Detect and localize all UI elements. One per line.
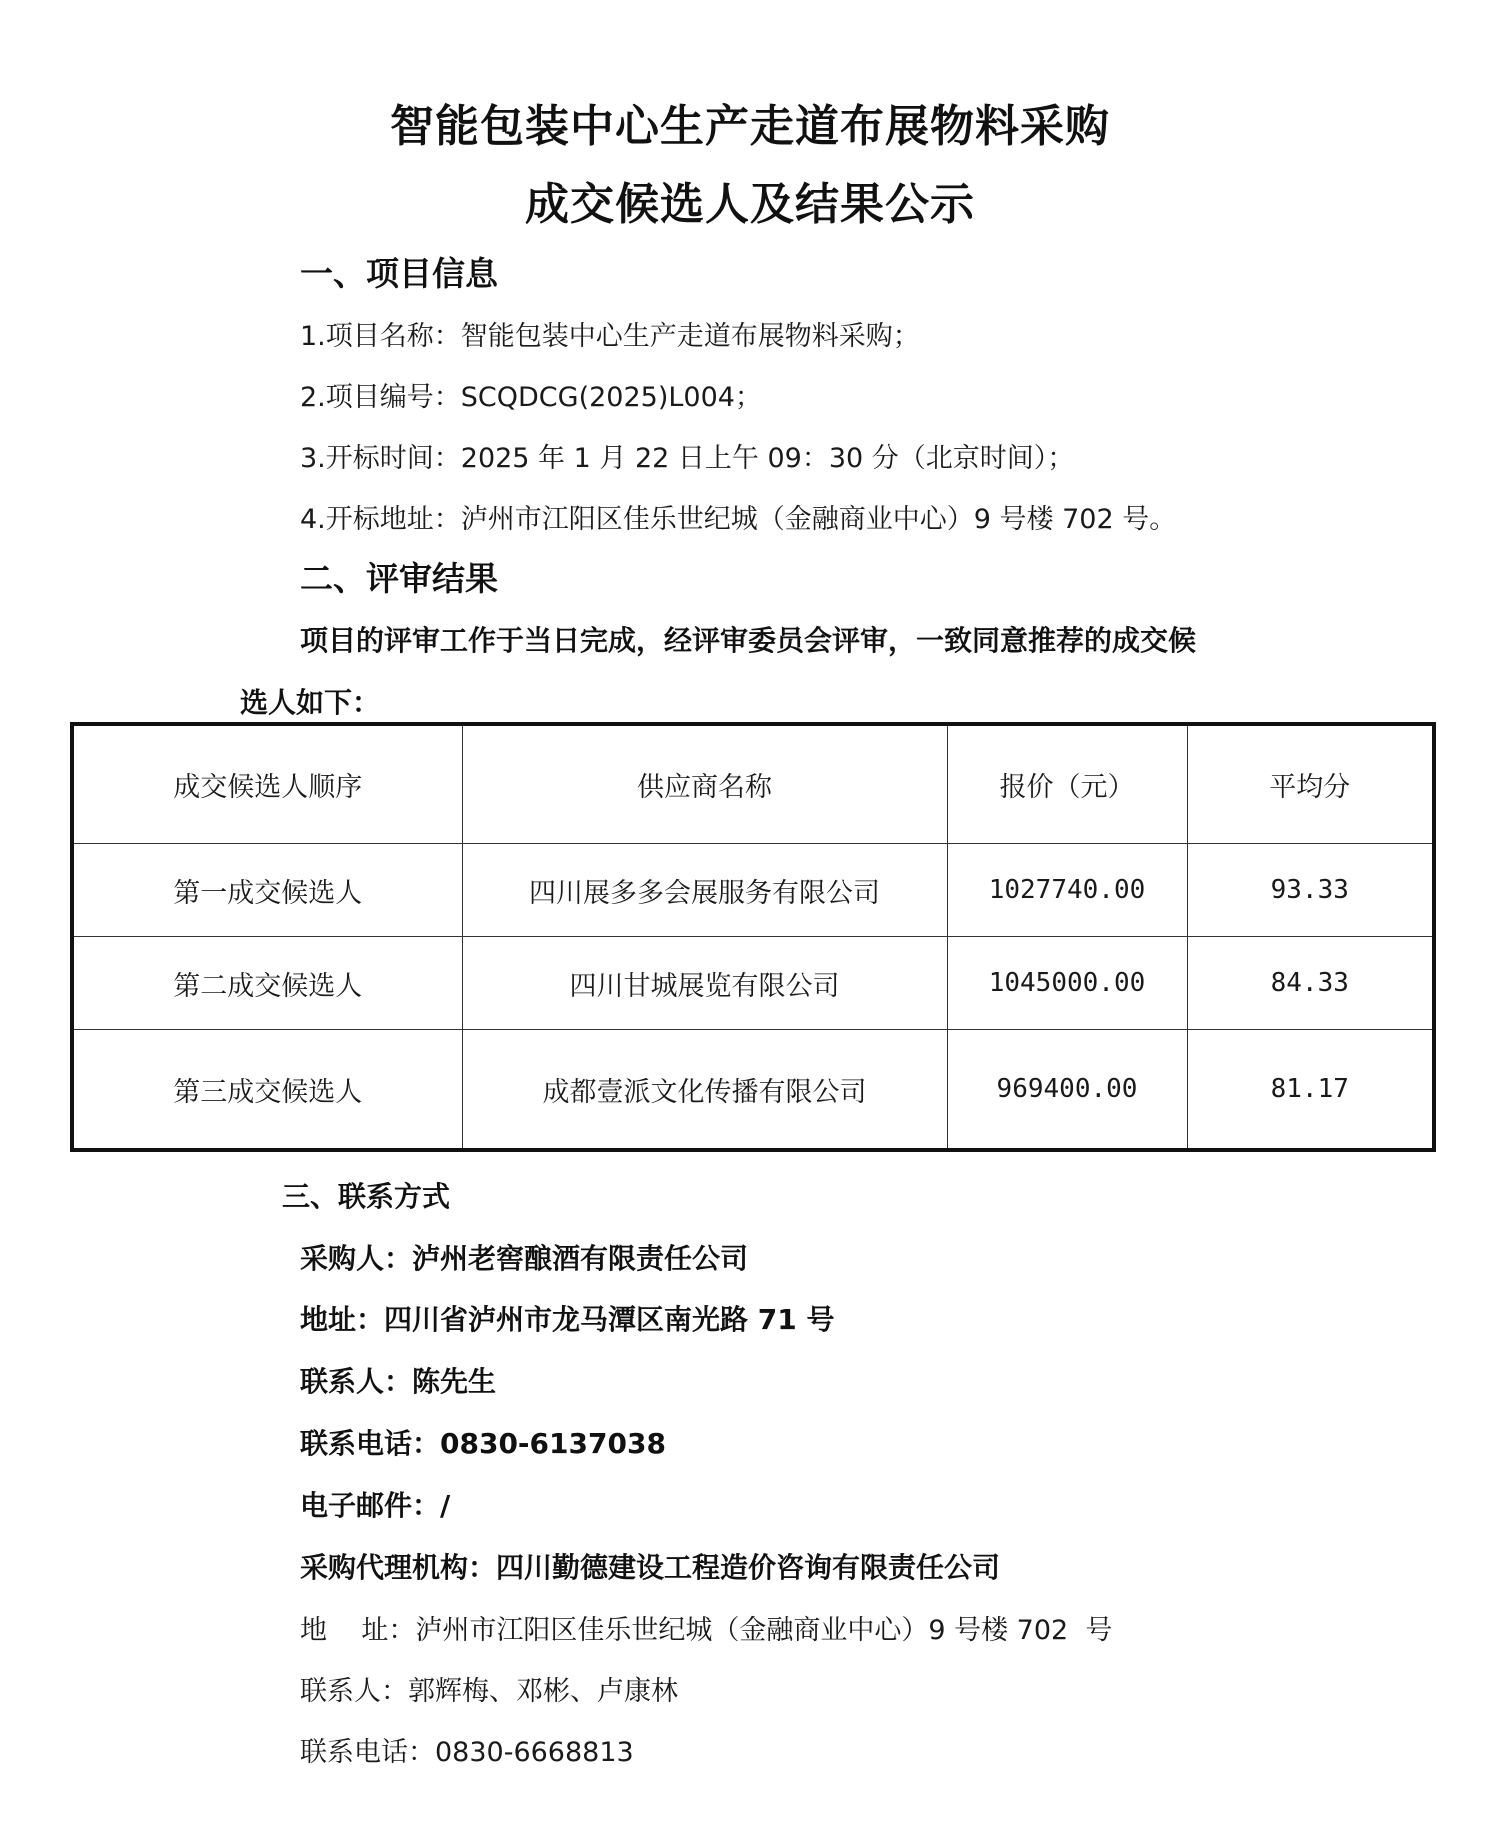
cell-candidate-order: 第一成交候选人	[72, 843, 462, 937]
cell-supplier-name: 四川甘城展览有限公司	[462, 937, 947, 1030]
cell-average-score: 81.17	[1187, 1030, 1434, 1150]
section-heading-project-info: 一、项目信息	[300, 254, 498, 293]
cell-quoted-price: 969400.00	[947, 1030, 1187, 1150]
bid-opening-time-line: 3.开标时间：2025 年 1 月 22 日上午 09：30 分（北京时间）；	[300, 443, 1075, 474]
agency-contact-line: 联系人：郭辉梅、邓彬、卢康林	[300, 1676, 678, 1707]
cell-average-score: 84.33	[1187, 937, 1434, 1030]
section-heading-review-result: 二、评审结果	[300, 559, 498, 598]
header-candidate-order: 成交候选人顺序	[72, 724, 462, 843]
cell-quoted-price: 1027740.00	[947, 843, 1187, 937]
cell-average-score: 93.33	[1187, 843, 1434, 937]
review-paragraph-line2: 选人如下：	[240, 686, 381, 719]
document-title-line1: 智能包装中心生产走道布展物料采购	[390, 101, 1110, 152]
procurement-agency-line: 采购代理机构：四川勤德建设工程造价咨询有限责任公司	[300, 1551, 1001, 1584]
document-title-line2: 成交候选人及结果公示	[525, 179, 975, 230]
candidate-results-table	[70, 722, 1436, 1152]
purchaser-contact-line: 联系人：陈先生	[300, 1365, 497, 1398]
cell-candidate-order: 第二成交候选人	[72, 937, 462, 1030]
table-row	[72, 1030, 1434, 1150]
cell-supplier-name: 成都壹派文化传播有限公司	[462, 1030, 947, 1150]
cell-quoted-price: 1045000.00	[947, 937, 1187, 1030]
agency-phone-line: 联系电话：0830-6668813	[300, 1737, 634, 1768]
table-row	[72, 843, 1434, 937]
bid-opening-address-line: 4.开标地址：泸州市江阳区佳乐世纪城（金融商业中心）9 号楼 702 号。	[300, 504, 1177, 535]
project-number-line: 2.项目编号：SCQDCG(2025)L004；	[300, 382, 762, 413]
purchaser-line: 采购人：泸州老窖酿酒有限责任公司	[300, 1242, 749, 1275]
purchaser-phone-line: 联系电话：0830-6137038	[300, 1427, 666, 1460]
table-header-row	[72, 724, 1434, 843]
header-quoted-price: 报价（元）	[947, 724, 1187, 843]
cell-candidate-order: 第三成交候选人	[72, 1030, 462, 1150]
review-paragraph-line1: 项目的评审工作于当日完成，经评审委员会评审，一致同意推荐的成交候	[300, 624, 1197, 657]
purchaser-email-line: 电子邮件：/	[300, 1489, 451, 1522]
agency-address-line: 地 址：泸州市江阳区佳乐世纪城（金融商业中心）9 号楼 702 号	[300, 1615, 1113, 1646]
section-heading-contact: 三、联系方式	[282, 1180, 451, 1213]
header-average-score: 平均分	[1187, 724, 1434, 843]
header-supplier-name: 供应商名称	[462, 724, 947, 843]
purchaser-address-line: 地址：四川省泸州市龙马潭区南光路 71 号	[300, 1303, 835, 1336]
cell-supplier-name: 四川展多多会展服务有限公司	[462, 843, 947, 937]
table-row	[72, 937, 1434, 1030]
project-name-line: 1.项目名称：智能包装中心生产走道布展物料采购；	[300, 321, 920, 352]
